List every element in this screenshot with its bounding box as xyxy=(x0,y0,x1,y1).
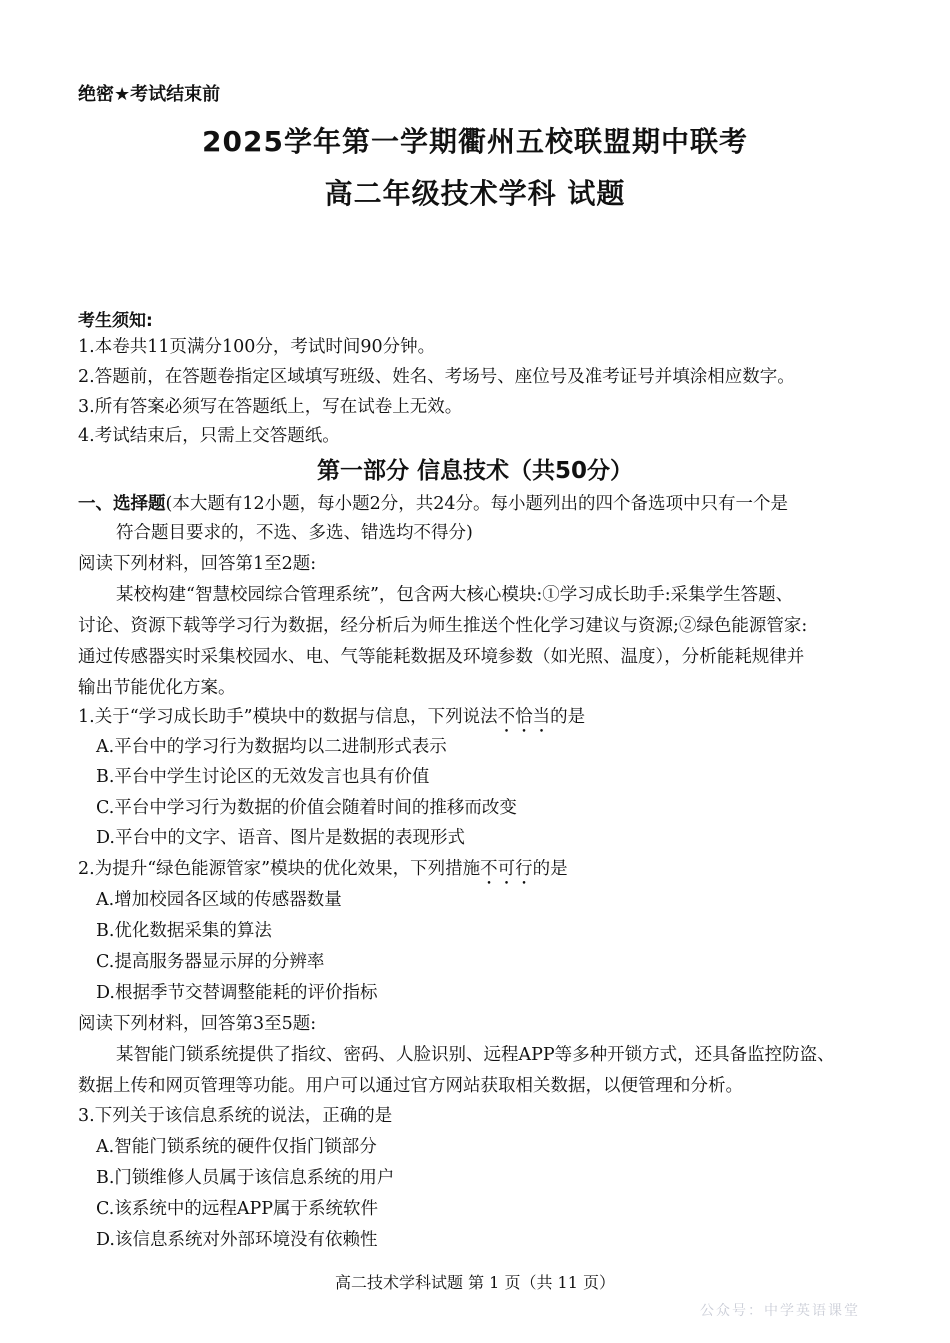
option-d: D.平台中的文字、语音、图片是数据的表现形式 xyxy=(96,828,465,848)
option-a: A.智能门锁系统的硬件仅指门锁部分 xyxy=(96,1137,377,1157)
section-label: 一、选择题 xyxy=(78,494,166,514)
section-description-cont: 符合题目要求的，不选、多选、错选均不得分) xyxy=(116,523,473,543)
question-stem-text: 的是 xyxy=(532,859,568,879)
option-c: C.该系统中的远程APP属于系统软件 xyxy=(96,1199,379,1219)
notice-item: 3.所有答案必须写在答题纸上，写在试卷上无效。 xyxy=(78,397,463,417)
section-description: (本大题有12小题，每小题2分，共24分。每小题列出的四个备选项中只有一个是 xyxy=(165,494,788,514)
material-line: 通过传感器实时采集校园水、电、气等能耗数据及环境参数（如光照、温度），分析能耗规律并 xyxy=(78,647,805,667)
question-stem-text: 2.为提升“绿色能源管家”模块的优化效果，下列措施 xyxy=(78,859,481,879)
material-line: 某校构建“智慧校园综合管理系统”，包含两大核心模块:①学习成长助手:采集学生答题、 xyxy=(116,585,794,605)
part-title: 第一部分 信息技术（共50分） xyxy=(316,458,633,484)
notice-item: 2.答题前，在答题卷指定区域填写班级、姓名、考场号、座位号及准考证号并填涂相应数字。 xyxy=(78,367,795,387)
option-b: B.门锁维修人员属于该信息系统的用户 xyxy=(96,1168,395,1188)
option-d: D.该信息系统对外部环境没有依赖性 xyxy=(96,1230,378,1250)
notice-heading: 考生须知: xyxy=(78,311,153,331)
option-d: D.根据季节交替调整能耗的评价指标 xyxy=(96,983,378,1003)
material-intro: 阅读下列材料，回答第3至5题: xyxy=(78,1014,317,1034)
material-line: 讨论、资源下载等学习行为数据，经分析后为师生推送个性化学习建议与资源;②绿色能源管家: xyxy=(78,616,808,636)
notice-item: 4.考试结束后，只需上交答题纸。 xyxy=(78,426,340,446)
secret-label: 绝密★考试结束前 xyxy=(78,84,221,105)
exam-subtitle: 高二年级技术学科 试题 xyxy=(324,177,626,210)
section-header xyxy=(78,493,788,515)
material-line: 数据上传和网页管理等功能。用户可以通过官方网站获取相关数据，以便管理和分析。 xyxy=(78,1076,743,1096)
exam-title: 2025学年第一学期衢州五校联盟期中联考 xyxy=(202,125,748,158)
option-a: A.平台中的学习行为数据均以二进制形式表示 xyxy=(96,737,447,757)
question-stem-text: 的是 xyxy=(550,707,586,727)
page-footer: 高二技术学科试题 第 1 页（共 11 页） xyxy=(335,1273,615,1292)
option-b: B.平台中学生讨论区的无效发言也具有价值 xyxy=(96,767,430,787)
option-c: C.提高服务器显示屏的分辨率 xyxy=(96,952,325,972)
option-c: C.平台中学习行为数据的价值会随着时间的推移而改变 xyxy=(96,798,517,818)
question-stem: 3.下列关于该信息系统的说法，正确的是 xyxy=(78,1106,393,1126)
watermark: 公众号：中学英语课堂 xyxy=(700,1303,860,1319)
material-intro: 阅读下列材料，回答第1至2题: xyxy=(78,554,317,574)
question-stem xyxy=(78,858,568,889)
option-b: B.优化数据采集的算法 xyxy=(96,921,272,941)
material-line: 输出节能优化方案。 xyxy=(78,678,236,698)
notice-item: 1.本卷共11页满分100分，考试时间90分钟。 xyxy=(78,337,436,357)
question-stem-text: 1.关于“学习成长助手”模块中的数据与信息，下列说法 xyxy=(78,707,498,727)
emphasis-text: 不可行 xyxy=(480,859,533,879)
material-line: 某智能门锁系统提供了指纹、密码、人脸识别、远程APP等多种开锁方式，还具备监控防盗、 xyxy=(116,1045,835,1065)
question-stem xyxy=(78,706,585,737)
option-a: A.增加校园各区域的传感器数量 xyxy=(96,890,342,910)
emphasis-text: 不恰当 xyxy=(497,707,551,727)
